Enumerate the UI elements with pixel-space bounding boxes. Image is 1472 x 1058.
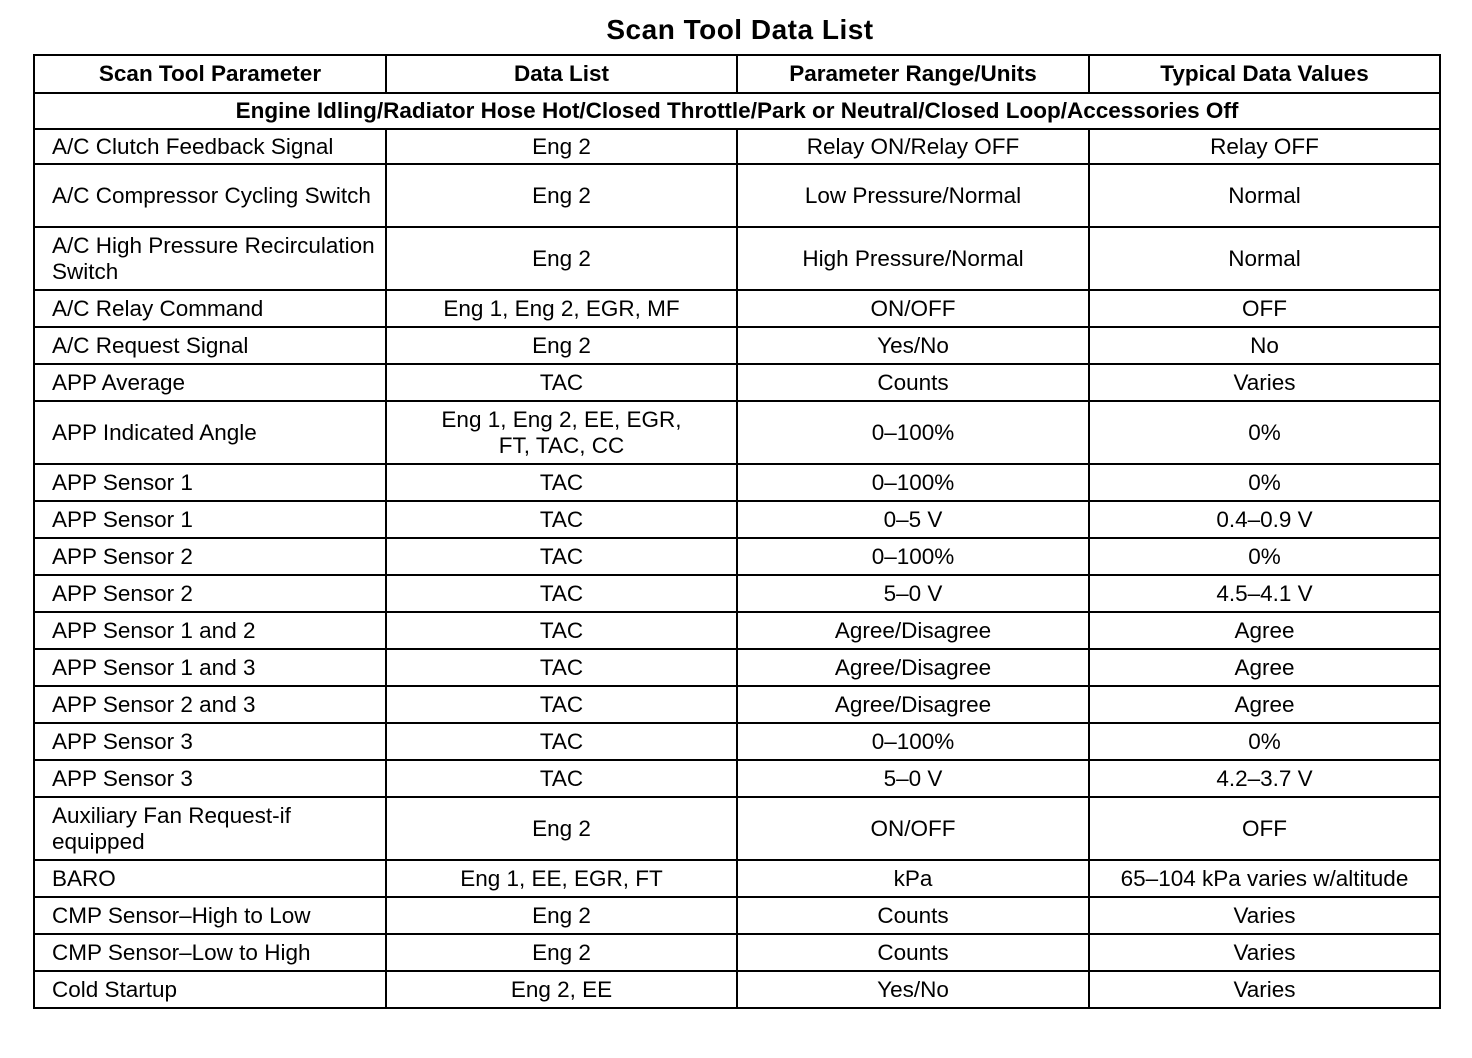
table-row (34, 401, 1440, 464)
cell-parameter: A/C High Pressure Recirculation Switch (34, 227, 386, 290)
table-row (34, 612, 1440, 649)
cell-data-list: TAC (386, 649, 737, 686)
cell-typical-value: Agree (1089, 686, 1440, 723)
cell-parameter: CMP Sensor–High to Low (34, 897, 386, 934)
cell-typical-value: 0% (1089, 538, 1440, 575)
cell-range-units: High Pressure/Normal (737, 227, 1089, 290)
cell-parameter: BARO (34, 860, 386, 897)
cell-range-units: 5–0 V (737, 760, 1089, 797)
cell-data-list: TAC (386, 686, 737, 723)
table-row (34, 649, 1440, 686)
cell-parameter: Cold Startup (34, 971, 386, 1008)
cell-parameter: A/C Compressor Cycling Switch (34, 164, 386, 227)
column-header-parameter: Scan Tool Parameter (34, 55, 386, 93)
cell-range-units: ON/OFF (737, 797, 1089, 860)
cell-data-list: TAC (386, 538, 737, 575)
table-row (34, 290, 1440, 327)
condition-row (34, 93, 1440, 129)
cell-data-list: TAC (386, 364, 737, 401)
cell-parameter: APP Sensor 1 (34, 464, 386, 501)
cell-parameter: APP Sensor 1 and 2 (34, 612, 386, 649)
cell-parameter: A/C Clutch Feedback Signal (34, 129, 386, 164)
cell-data-list: TAC (386, 612, 737, 649)
table-row (34, 686, 1440, 723)
column-header-data-list: Data List (386, 55, 737, 93)
cell-typical-value: Relay OFF (1089, 129, 1440, 164)
table-row (34, 464, 1440, 501)
cell-data-list: TAC (386, 501, 737, 538)
cell-typical-value: Normal (1089, 227, 1440, 290)
cell-parameter: A/C Request Signal (34, 327, 386, 364)
table-row (34, 227, 1440, 290)
cell-data-list: Eng 2 (386, 164, 737, 227)
table-row (34, 934, 1440, 971)
cell-parameter: Auxiliary Fan Request-if equipped (34, 797, 386, 860)
cell-typical-value: OFF (1089, 797, 1440, 860)
cell-typical-value: Varies (1089, 971, 1440, 1008)
cell-data-list: Eng 2 (386, 227, 737, 290)
cell-typical-value: 0% (1089, 401, 1440, 464)
operating-condition: Engine Idling/Radiator Hose Hot/Closed Throttle/Park or Neutral/Closed Loop/Accessories Off (34, 93, 1440, 129)
column-header-range-units: Parameter Range/Units (737, 55, 1089, 93)
column-header-typical-values: Typical Data Values (1089, 55, 1440, 93)
cell-data-list: TAC (386, 760, 737, 797)
cell-parameter: APP Sensor 2 and 3 (34, 686, 386, 723)
cell-range-units: Relay ON/Relay OFF (737, 129, 1089, 164)
table-row (34, 364, 1440, 401)
table-row (34, 501, 1440, 538)
cell-data-list: Eng 1, Eng 2, EE, EGR, FT, TAC, CC (386, 401, 737, 464)
cell-typical-value: 65–104 kPa varies w/altitude (1089, 860, 1440, 897)
cell-parameter: APP Sensor 2 (34, 575, 386, 612)
scan-tool-data-table (33, 54, 1441, 1009)
cell-typical-value: 4.2–3.7 V (1089, 760, 1440, 797)
cell-typical-value: 0% (1089, 464, 1440, 501)
cell-typical-value: Varies (1089, 934, 1440, 971)
table-row (34, 860, 1440, 897)
cell-range-units: kPa (737, 860, 1089, 897)
table-row (34, 129, 1440, 164)
cell-parameter: CMP Sensor–Low to High (34, 934, 386, 971)
table-row (34, 797, 1440, 860)
cell-range-units: 0–100% (737, 401, 1089, 464)
cell-data-list: TAC (386, 575, 737, 612)
table-row (34, 897, 1440, 934)
cell-range-units: Yes/No (737, 971, 1089, 1008)
cell-parameter: APP Sensor 3 (34, 760, 386, 797)
cell-parameter: APP Sensor 1 (34, 501, 386, 538)
cell-typical-value: Normal (1089, 164, 1440, 227)
table-row (34, 575, 1440, 612)
cell-typical-value: Varies (1089, 897, 1440, 934)
cell-parameter: A/C Relay Command (34, 290, 386, 327)
cell-range-units: Low Pressure/Normal (737, 164, 1089, 227)
cell-range-units: Agree/Disagree (737, 649, 1089, 686)
cell-range-units: 0–100% (737, 464, 1089, 501)
cell-range-units: Agree/Disagree (737, 686, 1089, 723)
cell-data-list: Eng 2 (386, 327, 737, 364)
page-title: Scan Tool Data List (606, 14, 874, 45)
table-row (34, 164, 1440, 227)
table-row (34, 327, 1440, 364)
cell-data-list: Eng 1, Eng 2, EGR, MF (386, 290, 737, 327)
table-body (34, 93, 1440, 1008)
cell-range-units: 0–100% (737, 538, 1089, 575)
cell-typical-value: Varies (1089, 364, 1440, 401)
cell-range-units: Yes/No (737, 327, 1089, 364)
cell-typical-value: No (1089, 327, 1440, 364)
cell-data-list: Eng 2, EE (386, 971, 737, 1008)
cell-data-list: Eng 1, EE, EGR, FT (386, 860, 737, 897)
cell-range-units: Agree/Disagree (737, 612, 1089, 649)
cell-range-units: Counts (737, 897, 1089, 934)
header-row (34, 55, 1440, 93)
cell-range-units: 0–5 V (737, 501, 1089, 538)
cell-data-list: TAC (386, 464, 737, 501)
cell-range-units: 0–100% (737, 723, 1089, 760)
table-row (34, 760, 1440, 797)
cell-typical-value: Agree (1089, 612, 1440, 649)
cell-typical-value: Agree (1089, 649, 1440, 686)
cell-parameter: APP Sensor 2 (34, 538, 386, 575)
cell-typical-value: 0.4–0.9 V (1089, 501, 1440, 538)
cell-data-list: Eng 2 (386, 129, 737, 164)
cell-parameter: APP Average (34, 364, 386, 401)
cell-data-list: TAC (386, 723, 737, 760)
cell-typical-value: 0% (1089, 723, 1440, 760)
table-row (34, 538, 1440, 575)
cell-parameter: APP Sensor 3 (34, 723, 386, 760)
cell-data-list: Eng 2 (386, 897, 737, 934)
cell-typical-value: OFF (1089, 290, 1440, 327)
cell-range-units: 5–0 V (737, 575, 1089, 612)
cell-range-units: ON/OFF (737, 290, 1089, 327)
cell-parameter: APP Indicated Angle (34, 401, 386, 464)
cell-typical-value: 4.5–4.1 V (1089, 575, 1440, 612)
table-row (34, 723, 1440, 760)
cell-data-list: Eng 2 (386, 797, 737, 860)
table-row (34, 971, 1440, 1008)
cell-range-units: Counts (737, 364, 1089, 401)
cell-data-list: Eng 2 (386, 934, 737, 971)
cell-parameter: APP Sensor 1 and 3 (34, 649, 386, 686)
cell-range-units: Counts (737, 934, 1089, 971)
